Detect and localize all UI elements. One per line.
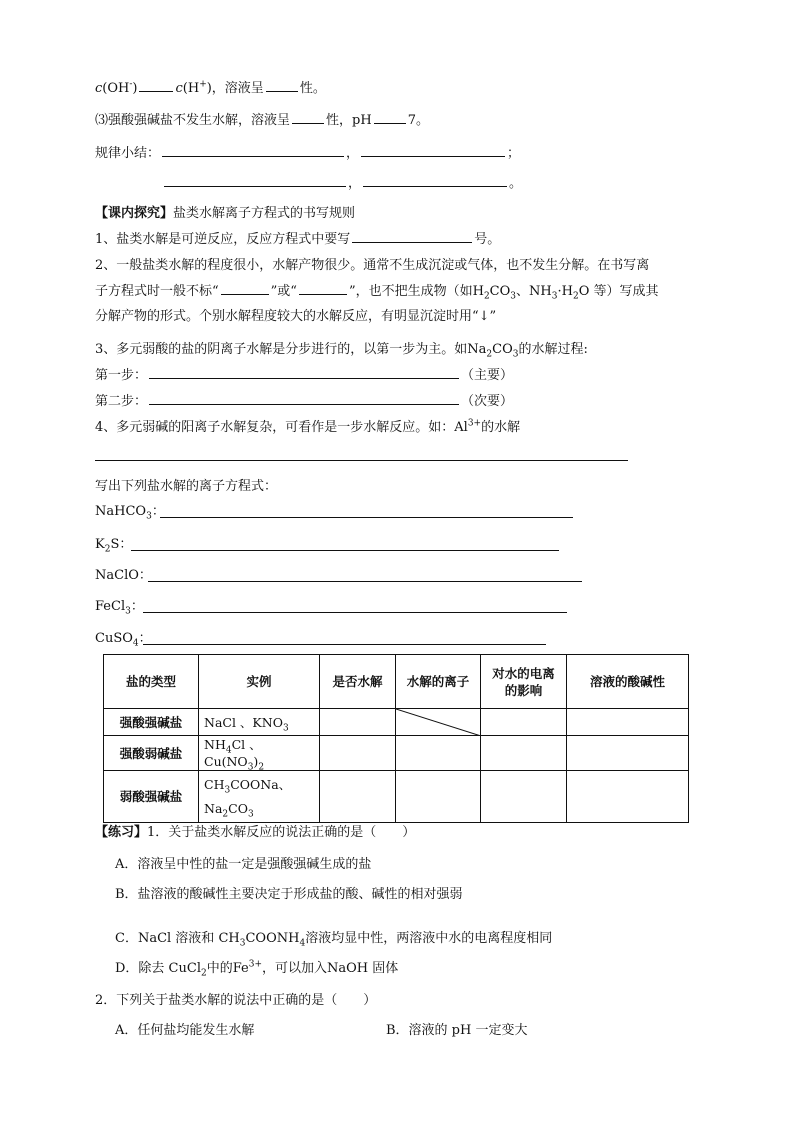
example-cell: NaCl 、$KNO_3$ [199,709,320,736]
table-row [104,736,689,771]
line-strong-salt: ⑶强酸强碱盐不发生水解，溶液呈 性，pH 7。 [95,113,429,128]
answer-cell[interactable] [567,736,689,771]
col-header: 实例 [199,655,320,709]
blank[interactable] [363,174,507,187]
salt-type-cell: 强酸强碱盐 [104,709,199,736]
answer-cell[interactable] [481,771,567,823]
blank[interactable] [361,144,505,157]
rule-2-line-2: 子方程式时一般不标“ ”或“ ”，也不把生成物（如$H_2CO_3$、$NH_3\cdot H_2O$ 等）写成其 [95,284,659,302]
answer-line-k2s[interactable] [131,550,559,551]
col-header: 是否水解 [320,655,396,709]
col-header: 盐的类型 [104,655,199,709]
line-summary-2: ， 。 [162,174,522,193]
rule-4: 4、多元弱碱的阳离子水解复杂，可看作是一步水解反应。如：$Al^{3+}$的水解 [95,418,521,435]
answer-cell[interactable] [567,771,689,823]
crossed-cell [396,709,481,736]
practice-q1: 【练习】1．关于盐类水解反应的说法正确的是（ ） [95,825,416,840]
blank[interactable] [299,282,347,295]
blank[interactable] [221,282,269,295]
blank[interactable] [149,392,459,405]
answer-line-al[interactable] [95,460,628,461]
rule-2-line-3: 分解产物的形式。个别水解程度较大的水解反应，有明显沉淀时用“↓” [95,309,497,324]
table-row [104,771,689,823]
table-row [104,709,689,736]
example-cell: $CH_3COONa$、 $Na_2CO_3$ [199,771,320,823]
rule-1: 1、盐类水解是可逆反应，反应方程式中要写 号。 [95,232,501,247]
col-header: 对水的电离的影响 [481,655,567,709]
answer-cell[interactable] [320,709,396,736]
option-q1-c[interactable]: C．NaCl 溶液和 $CH_3COONH_4$溶液均显中性，两溶液中水的电离程度相同 [115,931,553,949]
option-q1-d[interactable]: D．除去 CuCl$_2$中的$Fe^{3+}$，可以加入NaOH 固体 [115,959,399,979]
diagonal-line-icon [396,709,481,736]
blank[interactable] [149,366,459,379]
answer-line-fecl3[interactable] [143,612,567,613]
line-summary-1: 规律小结： ， ； [95,146,521,161]
practice-q2: 2．下列关于盐类水解的说法中正确的是（ ） [95,993,377,1008]
blank[interactable] [352,230,472,243]
eq-nahco3: NaHCO$_3$： [95,504,165,522]
salt-type-cell: 弱酸强碱盐 [104,771,199,823]
eq-cuso4: CuSO$_4$： [95,631,152,649]
step-2: 第二步： （次要） [95,394,514,409]
option-q2-b[interactable]: B．溶液的 pH 一定变大 [386,1023,528,1038]
blank[interactable] [266,79,298,92]
answer-cell[interactable] [320,771,396,823]
col-header: 溶液的酸碱性 [567,655,689,709]
write-title: 写出下列盐水解的离子方程式： [95,479,278,494]
salt-type-table [103,654,689,823]
answer-cell[interactable] [481,709,567,736]
answer-cell[interactable] [567,709,689,736]
blank[interactable] [374,111,406,124]
salt-type-cell: 强酸弱碱盐 [104,736,199,771]
answer-cell[interactable] [481,736,567,771]
option-q1-a[interactable]: A．溶液呈中性的盐一定是强酸强碱生成的盐 [115,857,372,872]
eq-k2s: $K_2S$： [95,537,133,555]
answer-line-cuso4[interactable] [143,644,546,645]
answer-cell[interactable] [396,736,481,771]
rule-3: 3、多元弱酸的盐的阴离子水解是分步进行的，以第一步为主。如$Na_2CO_3$的水解过程: [95,342,588,360]
blank[interactable] [139,79,173,92]
blank[interactable] [162,144,344,157]
answer-cell[interactable] [320,736,396,771]
step-1: 第一步： （主要） [95,368,514,383]
answer-cell[interactable] [396,771,481,823]
line-oh-h: c(OH-) c(H+)，溶液呈 性。 [95,79,326,96]
inquiry-heading: 【课内探究】盐类水解离子方程式的书写规则 [95,206,356,221]
eq-fecl3: FeCl$_3$： [95,599,144,617]
rule-2-line-1: 2、一般盐类水解的程度很小，水解产物很少。通常不生成沉淀或气体，也不发生分解。在书写离 [95,258,650,273]
table-header-row [104,655,689,709]
blank[interactable] [164,174,346,187]
col-header: 水解的离子 [396,655,481,709]
eq-naclo: NaClO： [95,568,152,583]
example-cell: $NH_4Cl$ 、$Cu(NO_3)_2$ [199,736,320,771]
blank[interactable] [292,111,324,124]
option-q1-b[interactable]: B．盐溶液的酸碱性主要决定于形成盐的酸、碱性的相对强弱 [115,887,463,902]
answer-line-nahco3[interactable] [160,517,573,518]
option-q2-a[interactable]: A．任何盐均能发生水解 [115,1023,255,1038]
answer-line-naclo[interactable] [148,581,582,582]
